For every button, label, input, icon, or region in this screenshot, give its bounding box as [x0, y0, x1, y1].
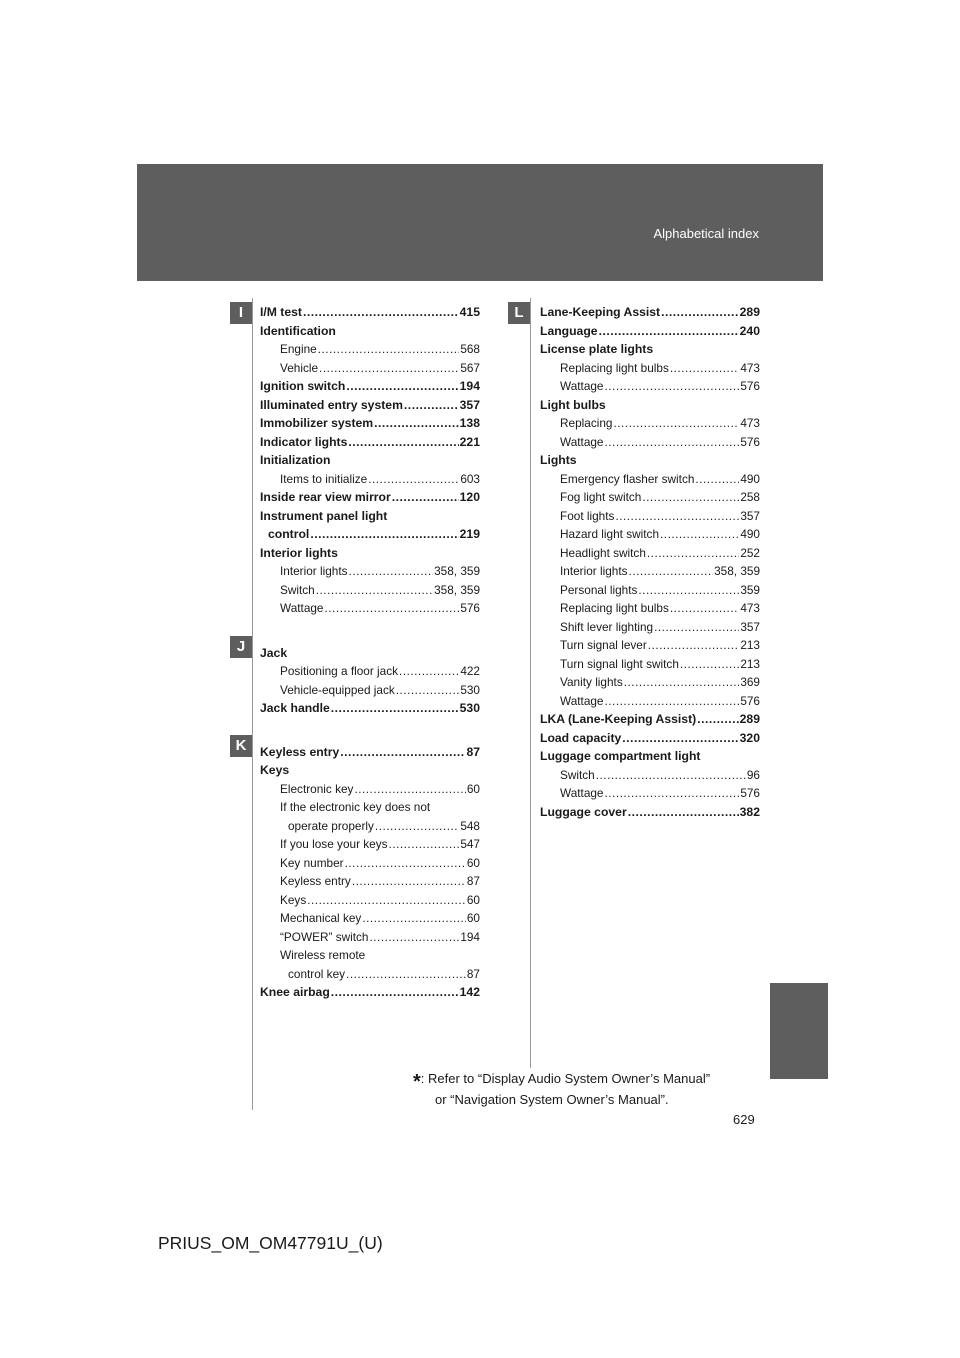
dot-leader	[325, 599, 460, 618]
letter-tab-l: L	[508, 302, 530, 324]
index-entry	[260, 909, 480, 928]
index-entry	[260, 396, 480, 415]
index-entry	[260, 928, 480, 947]
index-entry	[540, 692, 760, 711]
index-entry-page: 576	[740, 693, 760, 708]
dot-leader	[310, 525, 458, 544]
index-entry-page: 473	[740, 601, 760, 615]
dot-leader	[396, 681, 460, 700]
index-entry	[260, 644, 480, 663]
index-entry-page: 473	[740, 360, 760, 375]
index-entry-term: Interior lights	[560, 564, 628, 578]
index-entry-term: Illuminated entry system	[260, 397, 403, 412]
index-column-right	[540, 303, 760, 821]
side-tab	[770, 983, 828, 1079]
index-entry	[540, 377, 760, 396]
letter-tab-k: K	[230, 735, 252, 757]
dot-leader	[605, 784, 740, 803]
index-entry-term: Keys	[280, 892, 307, 907]
index-entry-page: 357	[740, 619, 760, 634]
index-entry-term: Items to initialize	[280, 471, 368, 486]
index-entry-page: 530	[459, 701, 480, 715]
index-entry-page: 358, 359	[434, 582, 480, 597]
index-entry-term: License plate lights	[540, 342, 654, 356]
dot-leader	[316, 581, 433, 600]
index-entry-page: 289	[739, 305, 760, 319]
index-entry	[540, 470, 760, 489]
index-entry-page: 359	[740, 582, 760, 597]
dot-leader	[624, 673, 740, 692]
index-entry	[540, 562, 760, 581]
index-entry-term: Jack handle	[260, 701, 330, 715]
index-entry	[260, 872, 480, 891]
index-entry-term: Ignition switch	[260, 379, 346, 393]
dot-leader	[605, 377, 740, 396]
index-entry-page: 142	[459, 985, 480, 999]
index-entry-term: If you lose your keys	[280, 837, 388, 851]
dot-leader	[647, 544, 739, 563]
dot-leader	[354, 780, 465, 799]
index-entry-page: 194	[459, 379, 480, 393]
index-entry-page: 548	[460, 818, 480, 833]
index-entry-term: Key number	[280, 855, 344, 870]
dot-leader	[615, 507, 739, 526]
index-entry	[260, 303, 480, 322]
index-entry	[260, 433, 480, 452]
index-column-left	[260, 303, 480, 1002]
dot-leader	[331, 699, 459, 718]
index-entry-term: Wattage	[560, 434, 604, 449]
index-entry-page: 576	[740, 379, 760, 393]
footnote-line-1: : Refer to “Display Audio System Owner’s Manual”	[420, 1071, 711, 1086]
section-gap	[260, 618, 480, 644]
index-entry-page: 357	[740, 508, 760, 523]
index-entry	[540, 784, 760, 803]
index-entry-page: 422	[460, 664, 480, 678]
dot-leader	[346, 965, 466, 984]
index-entry	[540, 433, 760, 452]
index-entry-term: Interior lights	[280, 564, 348, 578]
index-entry-term: Wattage	[280, 601, 324, 615]
index-entry-page: 576	[740, 434, 760, 449]
index-entry	[540, 340, 760, 359]
index-entry-term: Light bulbs	[540, 397, 606, 412]
index-entry	[540, 655, 760, 674]
index-entry-term: Switch	[560, 767, 595, 782]
index-entry	[260, 581, 480, 600]
index-entry-term: Shift lever lighting	[560, 619, 654, 634]
dot-leader	[695, 470, 739, 489]
footnote	[413, 1070, 710, 1108]
index-entry	[540, 507, 760, 526]
index-entry-page: 219	[459, 527, 480, 541]
index-entry-term: Lane-Keeping Assist	[540, 305, 661, 319]
index-entry-term: Wattage	[560, 379, 604, 393]
index-entry-term: Hazard light switch	[560, 527, 660, 541]
index-entry-term: Replacing	[560, 416, 613, 430]
index-entry	[540, 766, 760, 785]
index-entry-term: Language	[540, 323, 598, 338]
index-entry-term: “POWER” switch	[280, 929, 369, 944]
dot-leader	[613, 414, 739, 433]
index-entry-term: Luggage cover	[540, 804, 627, 819]
index-entry-page: 473	[740, 416, 760, 430]
index-entry-page: 490	[740, 527, 760, 541]
index-entry	[260, 891, 480, 910]
index-entry	[260, 817, 480, 836]
index-entry-page: 289	[739, 712, 760, 726]
index-entry-term: Personal lights	[560, 582, 638, 597]
dot-leader	[648, 636, 740, 655]
index-entry-page: 576	[740, 786, 760, 800]
index-entry-term: Electronic key	[280, 781, 354, 796]
index-entry-page: 213	[740, 656, 760, 671]
index-entry-term: Interior lights	[260, 545, 338, 560]
index-entry-term: Jack	[260, 645, 288, 660]
index-entry-term: Turn signal lever	[560, 638, 647, 652]
index-entry-page: 547	[460, 837, 480, 851]
index-entry	[260, 377, 480, 396]
dot-leader	[345, 854, 466, 873]
index-entry	[540, 451, 760, 470]
index-entry-page: 567	[460, 360, 480, 375]
index-entry-term: Headlight switch	[560, 545, 646, 560]
index-entry-page: 87	[466, 744, 480, 759]
page-number: 629	[733, 1112, 755, 1127]
footnote-line-2: or “Navigation System Owner’s Manual”.	[435, 1092, 669, 1107]
section-l	[540, 303, 760, 821]
index-entry	[540, 359, 760, 378]
dot-leader	[680, 655, 739, 674]
index-entry	[540, 803, 760, 822]
index-entry	[540, 710, 760, 729]
index-entry	[260, 525, 480, 544]
right-column-rule	[530, 298, 531, 1068]
index-entry	[260, 854, 480, 873]
dot-leader	[319, 359, 459, 378]
index-entry-term: Replacing light bulbs	[560, 601, 669, 615]
index-entry-page: 369	[740, 675, 760, 689]
index-entry	[260, 780, 480, 799]
index-entry	[260, 681, 480, 700]
dot-leader	[596, 766, 746, 785]
index-entry	[260, 835, 480, 854]
dot-leader	[670, 359, 739, 378]
index-entry-term: Wireless remote	[280, 948, 366, 962]
index-entry	[540, 544, 760, 563]
dot-leader	[670, 599, 739, 618]
header-band	[137, 164, 823, 281]
index-entry	[260, 488, 480, 507]
index-entry-term: Turn signal light switch	[560, 656, 679, 671]
index-entry-term: Indicator lights	[260, 434, 348, 449]
dot-leader	[368, 470, 459, 489]
dot-leader	[642, 488, 739, 507]
index-entry-term: Replacing light bulbs	[560, 360, 669, 375]
dot-leader	[374, 414, 459, 433]
index-entry-term: Identification	[260, 323, 336, 338]
index-entry-page: 221	[459, 434, 480, 449]
dot-leader	[340, 743, 465, 762]
dot-leader	[654, 618, 739, 637]
index-entry	[540, 488, 760, 507]
index-entry-page: 357	[459, 397, 480, 412]
index-entry-term: Vanity lights	[560, 675, 623, 689]
index-entry	[540, 525, 760, 544]
index-entry-page: 96	[746, 767, 760, 782]
index-entry-page: 320	[739, 730, 760, 745]
index-entry-page: 60	[466, 855, 480, 870]
dot-leader	[404, 396, 459, 415]
index-entry-term: control key	[288, 966, 346, 981]
dot-leader	[622, 729, 738, 748]
index-entry-term: Load capacity	[540, 730, 622, 745]
index-entry-term: control	[268, 527, 310, 541]
index-entry	[260, 507, 480, 526]
index-entry-term: I/M test	[260, 305, 302, 319]
dot-leader	[362, 909, 466, 928]
index-entry	[260, 470, 480, 489]
index-entry	[260, 699, 480, 718]
index-entry	[260, 359, 480, 378]
index-entry-page: 60	[466, 892, 480, 907]
dot-leader	[346, 377, 458, 396]
index-entry-term: Instrument panel light	[260, 508, 388, 523]
letter-tab-i: I	[230, 302, 252, 324]
index-entry	[260, 451, 480, 470]
index-entry	[260, 798, 480, 817]
index-entry-page: 194	[460, 929, 480, 944]
index-entry	[540, 599, 760, 618]
index-entry-page: 415	[459, 305, 480, 319]
section-title: Alphabetical index	[653, 226, 759, 241]
index-entry-page: 358, 359	[434, 564, 480, 578]
footnote-asterisk: *	[413, 1071, 421, 1093]
index-entry-page: 358, 359	[714, 564, 760, 578]
index-entry-page: 60	[466, 781, 480, 796]
index-entry-term: Luggage compartment light	[540, 749, 701, 763]
dot-leader	[392, 488, 459, 507]
index-entry-page: 252	[740, 545, 760, 560]
index-entry-term: Lights	[540, 453, 577, 467]
index-entry	[540, 747, 760, 766]
index-entry	[260, 340, 480, 359]
dot-leader	[697, 710, 738, 729]
index-entry	[540, 673, 760, 692]
index-entry-term: Knee airbag	[260, 985, 330, 999]
index-entry	[540, 414, 760, 433]
index-entry-page: 120	[459, 490, 480, 504]
index-entry-term: Engine	[280, 342, 317, 356]
dot-leader	[352, 872, 466, 891]
index-entry-term: Vehicle-equipped jack	[280, 682, 395, 697]
section-i	[260, 303, 480, 618]
index-entry	[540, 581, 760, 600]
index-entry-page: 138	[459, 416, 480, 430]
index-entry-page: 240	[739, 323, 760, 338]
index-entry	[260, 946, 480, 965]
dot-leader	[318, 340, 460, 359]
dot-leader	[628, 803, 739, 822]
dot-leader	[638, 581, 739, 600]
index-entry	[260, 983, 480, 1002]
index-entry	[260, 743, 480, 762]
index-entry	[540, 303, 760, 322]
index-entry-term: Switch	[280, 582, 315, 597]
index-entry-term: Keys	[260, 763, 290, 777]
section-k	[260, 743, 480, 1002]
index-entry	[540, 618, 760, 637]
index-entry	[260, 562, 480, 581]
index-entry-page: 530	[460, 682, 480, 697]
index-entry-term: Positioning a floor jack	[280, 664, 399, 678]
index-entry-term: Initialization	[260, 453, 331, 467]
index-entry-term: Wattage	[560, 693, 604, 708]
index-entry	[260, 544, 480, 563]
index-entry-term: Fog light switch	[560, 490, 642, 504]
dot-leader	[375, 817, 459, 836]
left-column-rule	[252, 298, 253, 1110]
index-entry-page: 87	[466, 966, 480, 981]
index-entry-page: 490	[740, 471, 760, 486]
index-entry	[260, 322, 480, 341]
index-entry-page: 87	[466, 874, 480, 888]
dot-leader	[349, 562, 434, 581]
dot-leader	[331, 983, 459, 1002]
index-entry	[540, 396, 760, 415]
index-entry-page: 568	[460, 342, 480, 356]
dot-leader	[348, 433, 458, 452]
dot-leader	[605, 433, 740, 452]
index-entry	[540, 636, 760, 655]
index-entry-page: 603	[460, 471, 480, 486]
index-entry	[260, 599, 480, 618]
dot-leader	[605, 692, 740, 711]
index-entry-page: 60	[466, 911, 480, 925]
index-entry	[260, 414, 480, 433]
index-entry-term: Emergency flasher switch	[560, 471, 695, 486]
index-entry	[260, 965, 480, 984]
index-entry-term: If the electronic key does not	[280, 800, 431, 814]
index-entry-term: Wattage	[560, 786, 604, 800]
dot-leader	[629, 562, 714, 581]
index-entry-term: Inside rear view mirror	[260, 490, 391, 504]
dot-leader	[307, 891, 466, 910]
index-entry	[540, 322, 760, 341]
index-entry-term: LKA (Lane-Keeping Assist)	[540, 712, 697, 726]
dot-leader	[599, 322, 739, 341]
index-entry-term: Mechanical key	[280, 911, 362, 925]
index-entry-term: Foot lights	[560, 508, 615, 523]
dot-leader	[389, 835, 460, 854]
index-entry-page: 258	[740, 490, 760, 504]
index-entry	[540, 729, 760, 748]
document-id: PRIUS_OM_OM47791U_(U)	[158, 1233, 383, 1253]
letter-tab-j: J	[230, 636, 252, 658]
index-entry-term: Keyless entry	[260, 744, 340, 759]
index-entry-page: 213	[740, 638, 760, 652]
index-entry-term: operate properly	[288, 818, 374, 833]
index-entry	[260, 761, 480, 780]
index-entry-term: Vehicle	[280, 360, 319, 375]
index-entry-term: Immobilizer system	[260, 416, 374, 430]
dot-leader	[369, 928, 459, 947]
index-entry	[260, 662, 480, 681]
index-entry-term: Keyless entry	[280, 874, 351, 888]
dot-leader	[661, 303, 739, 322]
section-gap	[260, 718, 480, 743]
dot-leader	[303, 303, 459, 322]
section-j	[260, 644, 480, 718]
dot-leader	[660, 525, 739, 544]
index-entry-page: 576	[460, 601, 480, 615]
index-entry-page: 382	[739, 804, 760, 819]
dot-leader	[399, 662, 459, 681]
